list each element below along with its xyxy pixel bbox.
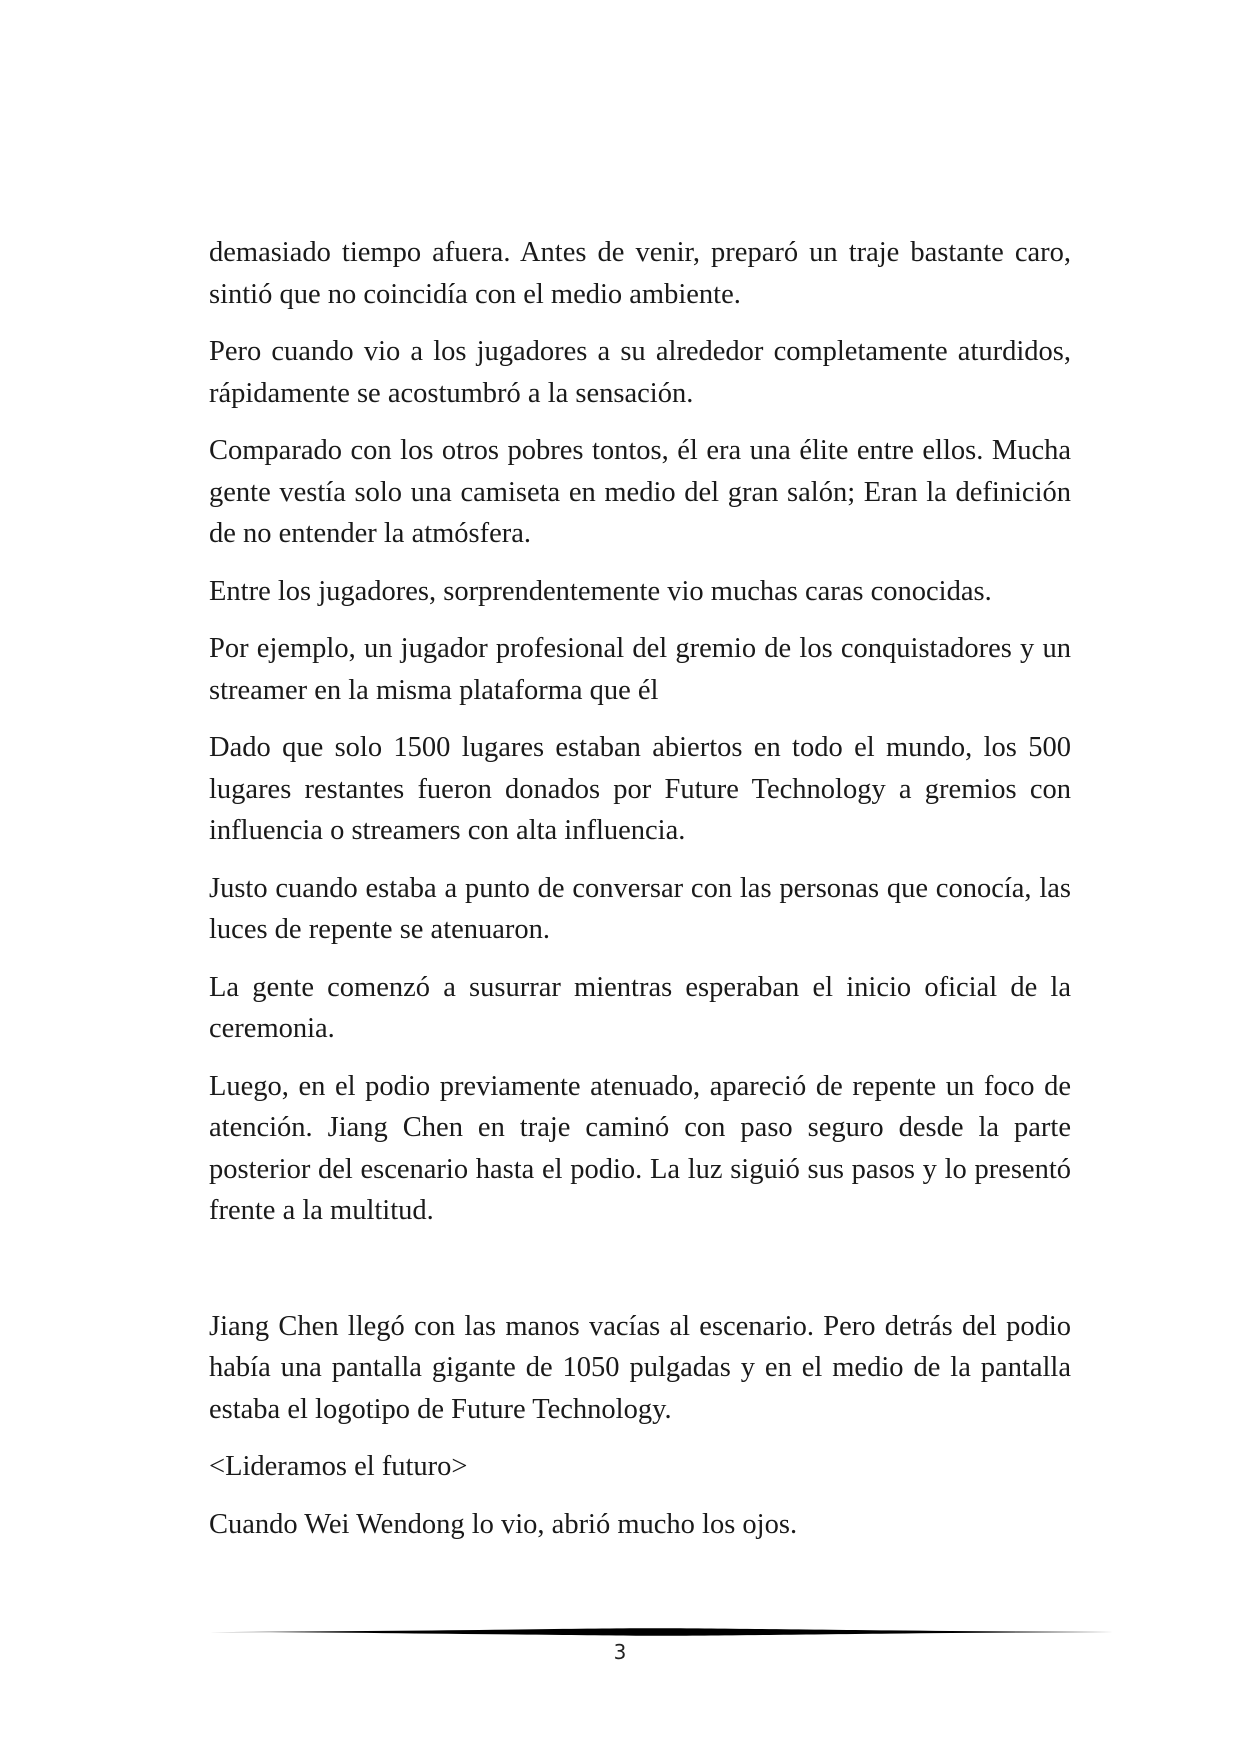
- footer-divider: [209, 1626, 1114, 1638]
- body-text: [209, 232, 1071, 1561]
- section-gap: [209, 1248, 1071, 1306]
- paragraph: Cuando Wei Wendong lo vio, abrió mucho los ojos.: [209, 1508, 798, 1540]
- paragraph: Dado que solo 1500 lugares estaban abiertos en todo el mundo, los 500 lugares restantes fueron donados por Future Technology a gremios con influencia o streamers con alta influencia.: [209, 732, 1071, 846]
- paragraph: demasiado tiempo afuera. Antes de venir, preparó un traje bastante caro, sintió que no coincidía con el medio ambiente.: [209, 237, 1071, 310]
- paragraph: Por ejemplo, un jugador profesional del gremio de los conquistadores y un streamer en la misma plataforma que él: [209, 633, 1071, 706]
- page-number: 3: [613, 1640, 627, 1664]
- paragraph: Entre los jugadores, sorprendentemente vio muchas caras conocidas.: [209, 575, 992, 607]
- paragraph: Comparado con los otros pobres tontos, él era una élite entre ellos. Mucha gente vestía solo una camiseta en medio del gran salón; Eran la definición de no entender la atmósfera.: [209, 435, 1071, 549]
- footer-divider-stroke: [209, 1628, 1114, 1636]
- paragraph: Pero cuando vio a los jugadores a su alrededor completamente aturdidos, rápidamente se acostumbró a la sensación.: [209, 336, 1071, 409]
- paragraph: Luego, en el podio previamente atenuado, apareció de repente un foco de atención. Jiang Chen en traje caminó con paso seguro desde la parte posterior del escenario hasta el podio. La luz siguió sus pasos y lo presentó frente a la multitud.: [209, 1070, 1071, 1226]
- paragraph: Justo cuando estaba a punto de conversar con las personas que conocía, las luces de repente se atenuaron.: [209, 872, 1071, 945]
- paragraph: La gente comenzó a susurrar mientras esperaban el inicio oficial de la ceremonia.: [209, 971, 1071, 1044]
- paragraph: Jiang Chen llegó con las manos vacías al escenario. Pero detrás del podio había una pantalla gigante de 1050 pulgadas y en el medio de la pantalla estaba el logotipo de Future Technology.: [209, 1310, 1071, 1425]
- paragraph: <Lideramos el futuro>: [209, 1451, 468, 1482]
